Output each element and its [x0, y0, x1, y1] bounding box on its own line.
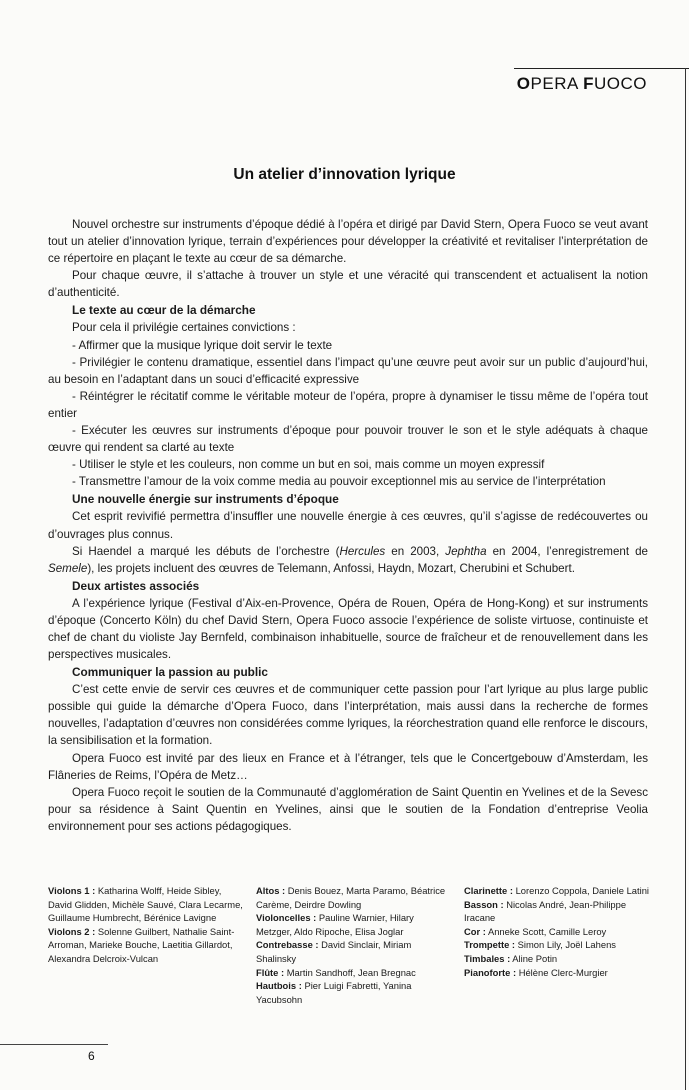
credit-entry: Altos : Denis Bouez, Marta Paramo, Béatrice Carème, Deirdre Dowling: [256, 885, 446, 910]
credit-entry: Cor : Anneke Scott, Camille Leroy: [464, 925, 607, 937]
section-heading: Communiquer la passion au public: [72, 665, 268, 680]
list-item: - Privilégier le contenu dramatique, essentiel dans l’impact qu’une œuvre peut avoir sur un public d’aujourd’hui, au besoin en l’adaptant dans un souci d’efficacité expressive: [48, 355, 648, 386]
page-title: Un atelier d’innovation lyrique: [233, 166, 456, 183]
credits-column-1: [48, 884, 243, 966]
section-heading: Une nouvelle énergie sur instruments d’époque: [72, 492, 339, 507]
header-rule: [514, 68, 689, 69]
credit-entry: Timbales : Aline Potin: [464, 952, 558, 964]
body-text: [48, 216, 648, 835]
paragraph: A l’expérience lyrique (Festival d’Aix-en-Provence, Opéra de Rouen, Opéra de Hong-Kong) et sur instruments d’époque (Concerto Köln) du chef David Stern, Opera Fuoco associe l’expérience de soliste virtuose, continuiste et chef de chant du violiste Jay Bernfeld, combinaison inhabituelle, source de fraîcheur et de renouvellement dans les perspectives musicales.: [48, 596, 648, 662]
list-item: - Utiliser le style et les couleurs, non comme un but en soi, mais comme un moyen expressif: [72, 458, 545, 472]
paragraph: Cet esprit revivifié permettra d’insuffler une nouvelle énergie à ces œuvres, qu’il s’agisse de redécouvertes ou d’ouvrages plus connus.: [48, 510, 648, 541]
paragraph: Nouvel orchestre sur instruments d’époque dédié à l’opéra et dirigé par David Stern, Opera Fuoco se veut avant tout un atelier d’innovation lyrique, terrain d’expériences pour développer la créativité et revitaliser l’interprétation de ce répertoire en plaçant le texte au cœur de sa démarche.: [48, 218, 648, 266]
page-number: 6: [88, 1049, 95, 1063]
list-item: - Affirmer que la musique lyrique doit servir le texte: [72, 338, 333, 352]
paragraph: Opera Fuoco reçoit le soutien de la Communauté d’agglomération de Saint Quentin en Yvelines et de la Sevesc pour sa résidence à Saint Quentin en Yvelines, ainsi que le soutien de la Fondation d’entreprise Veolia environnement pour ses actions pédagogiques.: [48, 785, 648, 833]
paragraph: C’est cette envie de servir ces œuvres et de communiquer cette passion pour l’art lyrique au plus large public possible qui guide la démarche d’Opera Fuoco, dans l’interprétation, mais aussi dans la recherche de formes nouvelles, l’adaptation d’œuvres non considérées comme lyriques, la réorchestration quand elle renforce le discours, la sensibilisation et la formation.: [48, 683, 648, 748]
credit-entry: Violoncelles : Pauline Warnier, Hilary Metzger, Aldo Ripoche, Elisa Joglar: [256, 912, 414, 937]
list-item: - Exécuter les œuvres sur instruments d’époque pour pouvoir trouver le son et le style adéquats à chaque œuvre qui rendent sa clarté au texte: [48, 424, 648, 455]
list-item: - Réintégrer le récitatif comme le véritable moteur de l’opéra, propre à dynamiser le tissu même de l’opéra tout entier: [48, 389, 648, 420]
brand-header: OPERA FUOCO: [516, 74, 647, 93]
credit-entry: Violons 2 : Solenne Guilbert, Nathalie Saint-Arroman, Marieke Bouche, Laetitia Gillardot, Alexandra Delcroix-Vulcan: [48, 925, 235, 964]
credit-entry: Flûte : Martin Sandhoff, Jean Bregnac: [256, 966, 416, 978]
credit-entry: Hautbois : Pier Luigi Fabretti, Yanina Yacubsohn: [256, 980, 412, 1005]
paragraph: Pour cela il privilégie certaines convictions :: [72, 321, 296, 335]
credits-column-3: [464, 884, 650, 979]
credit-entry: Pianoforte : Hélène Clerc-Murgier: [464, 966, 608, 978]
margin-rule: [685, 68, 686, 1090]
credit-entry: Trompette : Simon Lily, Joël Lahens: [464, 939, 616, 951]
credit-entry: Basson : Nicolas André, Jean-Philippe Iracane: [464, 898, 627, 924]
paragraph: Pour chaque œuvre, il s’attache à trouver un style et une véracité qui transcendent et actualisent la notion d’authenticité.: [48, 269, 648, 300]
paragraph: Si Haendel a marqué les débuts de l’orchestre (Hercules en 2003, Jephtha en 2004, l’enregistrement de Semele), les projets incluent des œuvres de Telemann, Anfossi, Haydn, Mozart, Cherubini et Schubert.: [48, 544, 649, 575]
paragraph: Opera Fuoco est invité par des lieux en France et à l’étranger, tels que le Concertgebouw d’Amsterdam, les Flâneries de Reims, l’Opéra de Metz…: [48, 751, 648, 782]
list-item: - Transmettre l’amour de la voix comme media au pouvoir exceptionnel mis au service de l’interprétation: [72, 475, 606, 489]
credit-entry: Clarinette : Lorenzo Coppola, Daniele Latini: [464, 885, 649, 896]
credit-entry: Contrebasse : David Sinclair, Miriam Shalinsky: [256, 939, 412, 964]
footer-rule: [0, 1044, 108, 1045]
credits-column-2: [256, 884, 452, 1006]
credit-entry: Violons 1 : Katharina Wolff, Heide Sibley, David Glidden, Michèle Sauvé, Clara Lecarme, Guillaume Humbrecht, Bérénice Lavigne: [48, 885, 243, 924]
section-heading: Le texte au cœur de la démarche: [72, 303, 256, 318]
section-heading: Deux artistes associés: [72, 578, 200, 593]
